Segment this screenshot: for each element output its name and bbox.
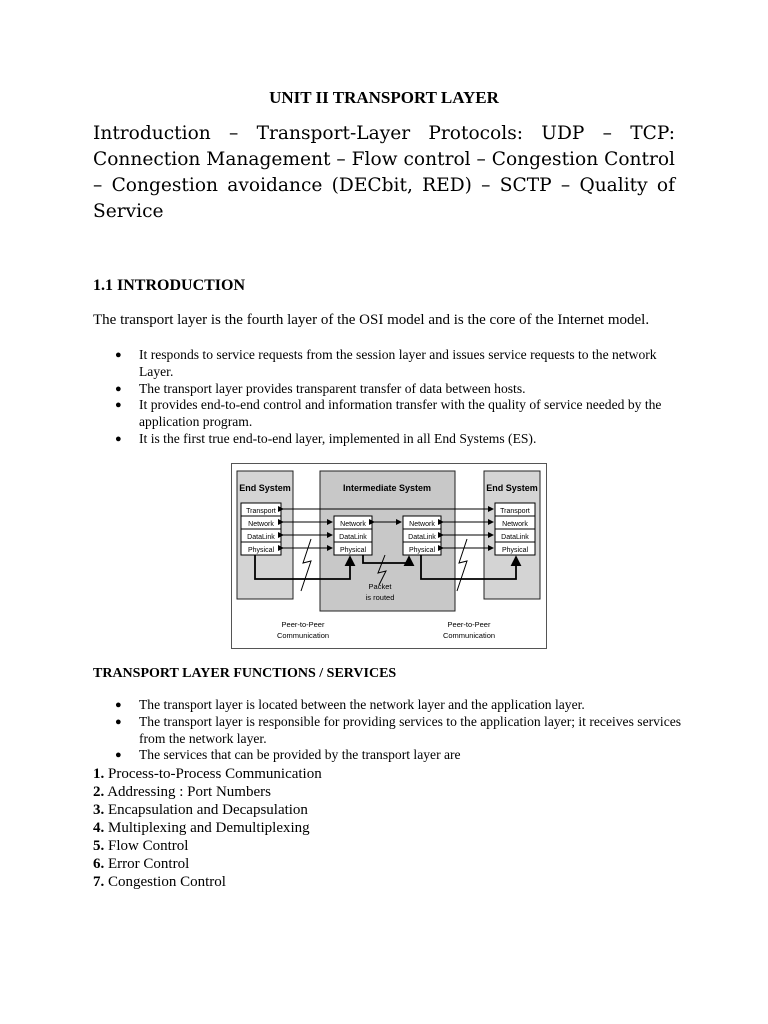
list-item: 3. Encapsulation and Decapsulation — [93, 802, 308, 818]
layer-label: Physical — [247, 547, 275, 554]
layer-label: Physical — [408, 547, 436, 554]
peer-label: Communication — [442, 631, 496, 640]
peer-label: Communication — [276, 631, 330, 640]
list-item: 1. Process-to-Process Communication — [93, 766, 322, 782]
peer-label: Peer-to-Peer — [281, 620, 325, 629]
layer-label: Physical — [501, 547, 529, 554]
osi-routing-figure — [231, 463, 547, 649]
bullet-icon: ● — [115, 399, 122, 412]
list-item: ● It provides end-to-end control and information transfer with the quality of service needed by the application program. — [115, 397, 662, 430]
list-item: 2. Addressing : Port Numbers — [93, 784, 271, 800]
peer-label: Peer-to-Peer — [447, 620, 491, 629]
layer-label: DataLink — [501, 534, 529, 541]
layer-label: DataLink — [408, 534, 436, 541]
left-system-title: End System — [239, 483, 291, 493]
bullet-icon: ● — [115, 349, 122, 361]
list-item: ● It is the first true end-to-end layer, implemented in all End Systems (ES). — [115, 430, 537, 446]
intermediate-stack-right — [403, 516, 441, 555]
list-item: ● It responds to service requests from the session layer and issues service requests to the network Layer. — [115, 347, 657, 379]
functions-bullet-list — [93, 697, 683, 764]
left-layer-stack — [241, 503, 281, 555]
intro-paragraph: The transport layer is the fourth layer of the OSI model and is the core of the Internet model. — [93, 312, 650, 328]
layer-label: Network — [409, 521, 435, 528]
list-item: ● The transport layer is located between the network layer and the application layer. — [115, 697, 585, 712]
right-layer-stack — [495, 503, 535, 555]
list-item: 5. Flow Control — [93, 838, 189, 854]
unit-topics: Introduction – Transport-Layer Protocols: UDP – TCP: Connection Management – Flow control – Congestion Control – Congestion avoidance (DECbit, RED) – SCTP – Quality of Service — [93, 123, 675, 222]
packet-label: is routed — [365, 593, 395, 602]
list-item: ● The transport layer is responsible for providing services to the application layer; it receives services from the network layer. — [115, 713, 682, 746]
layer-label: DataLink — [339, 534, 367, 541]
list-item: ● The services that can be provided by the transport layer are — [115, 747, 461, 763]
services-list — [93, 765, 322, 891]
layer-label: Transport — [500, 508, 530, 515]
section-heading: 1.1 INTRODUCTION — [93, 277, 246, 294]
bullet-icon: ● — [115, 715, 122, 728]
layer-label: Physical — [339, 547, 367, 554]
intermediate-stack-left — [334, 516, 372, 555]
layer-label: Transport — [246, 508, 276, 515]
unit-title: UNIT II TRANSPORT LAYER — [269, 88, 499, 107]
layer-label: Network — [502, 521, 528, 528]
list-item: 6. Error Control — [93, 856, 190, 872]
intro-bullet-list — [93, 347, 683, 448]
middle-system-title: Intermediate System — [342, 483, 432, 493]
bullet-icon: ● — [115, 699, 122, 711]
osi-diagram — [231, 463, 547, 649]
bullet-icon: ● — [115, 432, 122, 445]
bullet-icon: ● — [115, 382, 122, 395]
layer-label: Network — [248, 521, 274, 528]
list-item: ● The transport layer provides transparent transfer of data between hosts. — [115, 380, 526, 396]
layer-label: DataLink — [247, 534, 275, 541]
layer-label: Network — [340, 521, 366, 528]
list-item: 7. Congestion Control — [93, 874, 226, 890]
right-system-title: End System — [486, 483, 538, 493]
list-item: 4. Multiplexing and Demultiplexing — [93, 820, 310, 836]
bullet-icon: ● — [115, 749, 122, 762]
functions-heading: TRANSPORT LAYER FUNCTIONS / SERVICES — [93, 666, 397, 681]
packet-label: Packet — [368, 582, 392, 591]
